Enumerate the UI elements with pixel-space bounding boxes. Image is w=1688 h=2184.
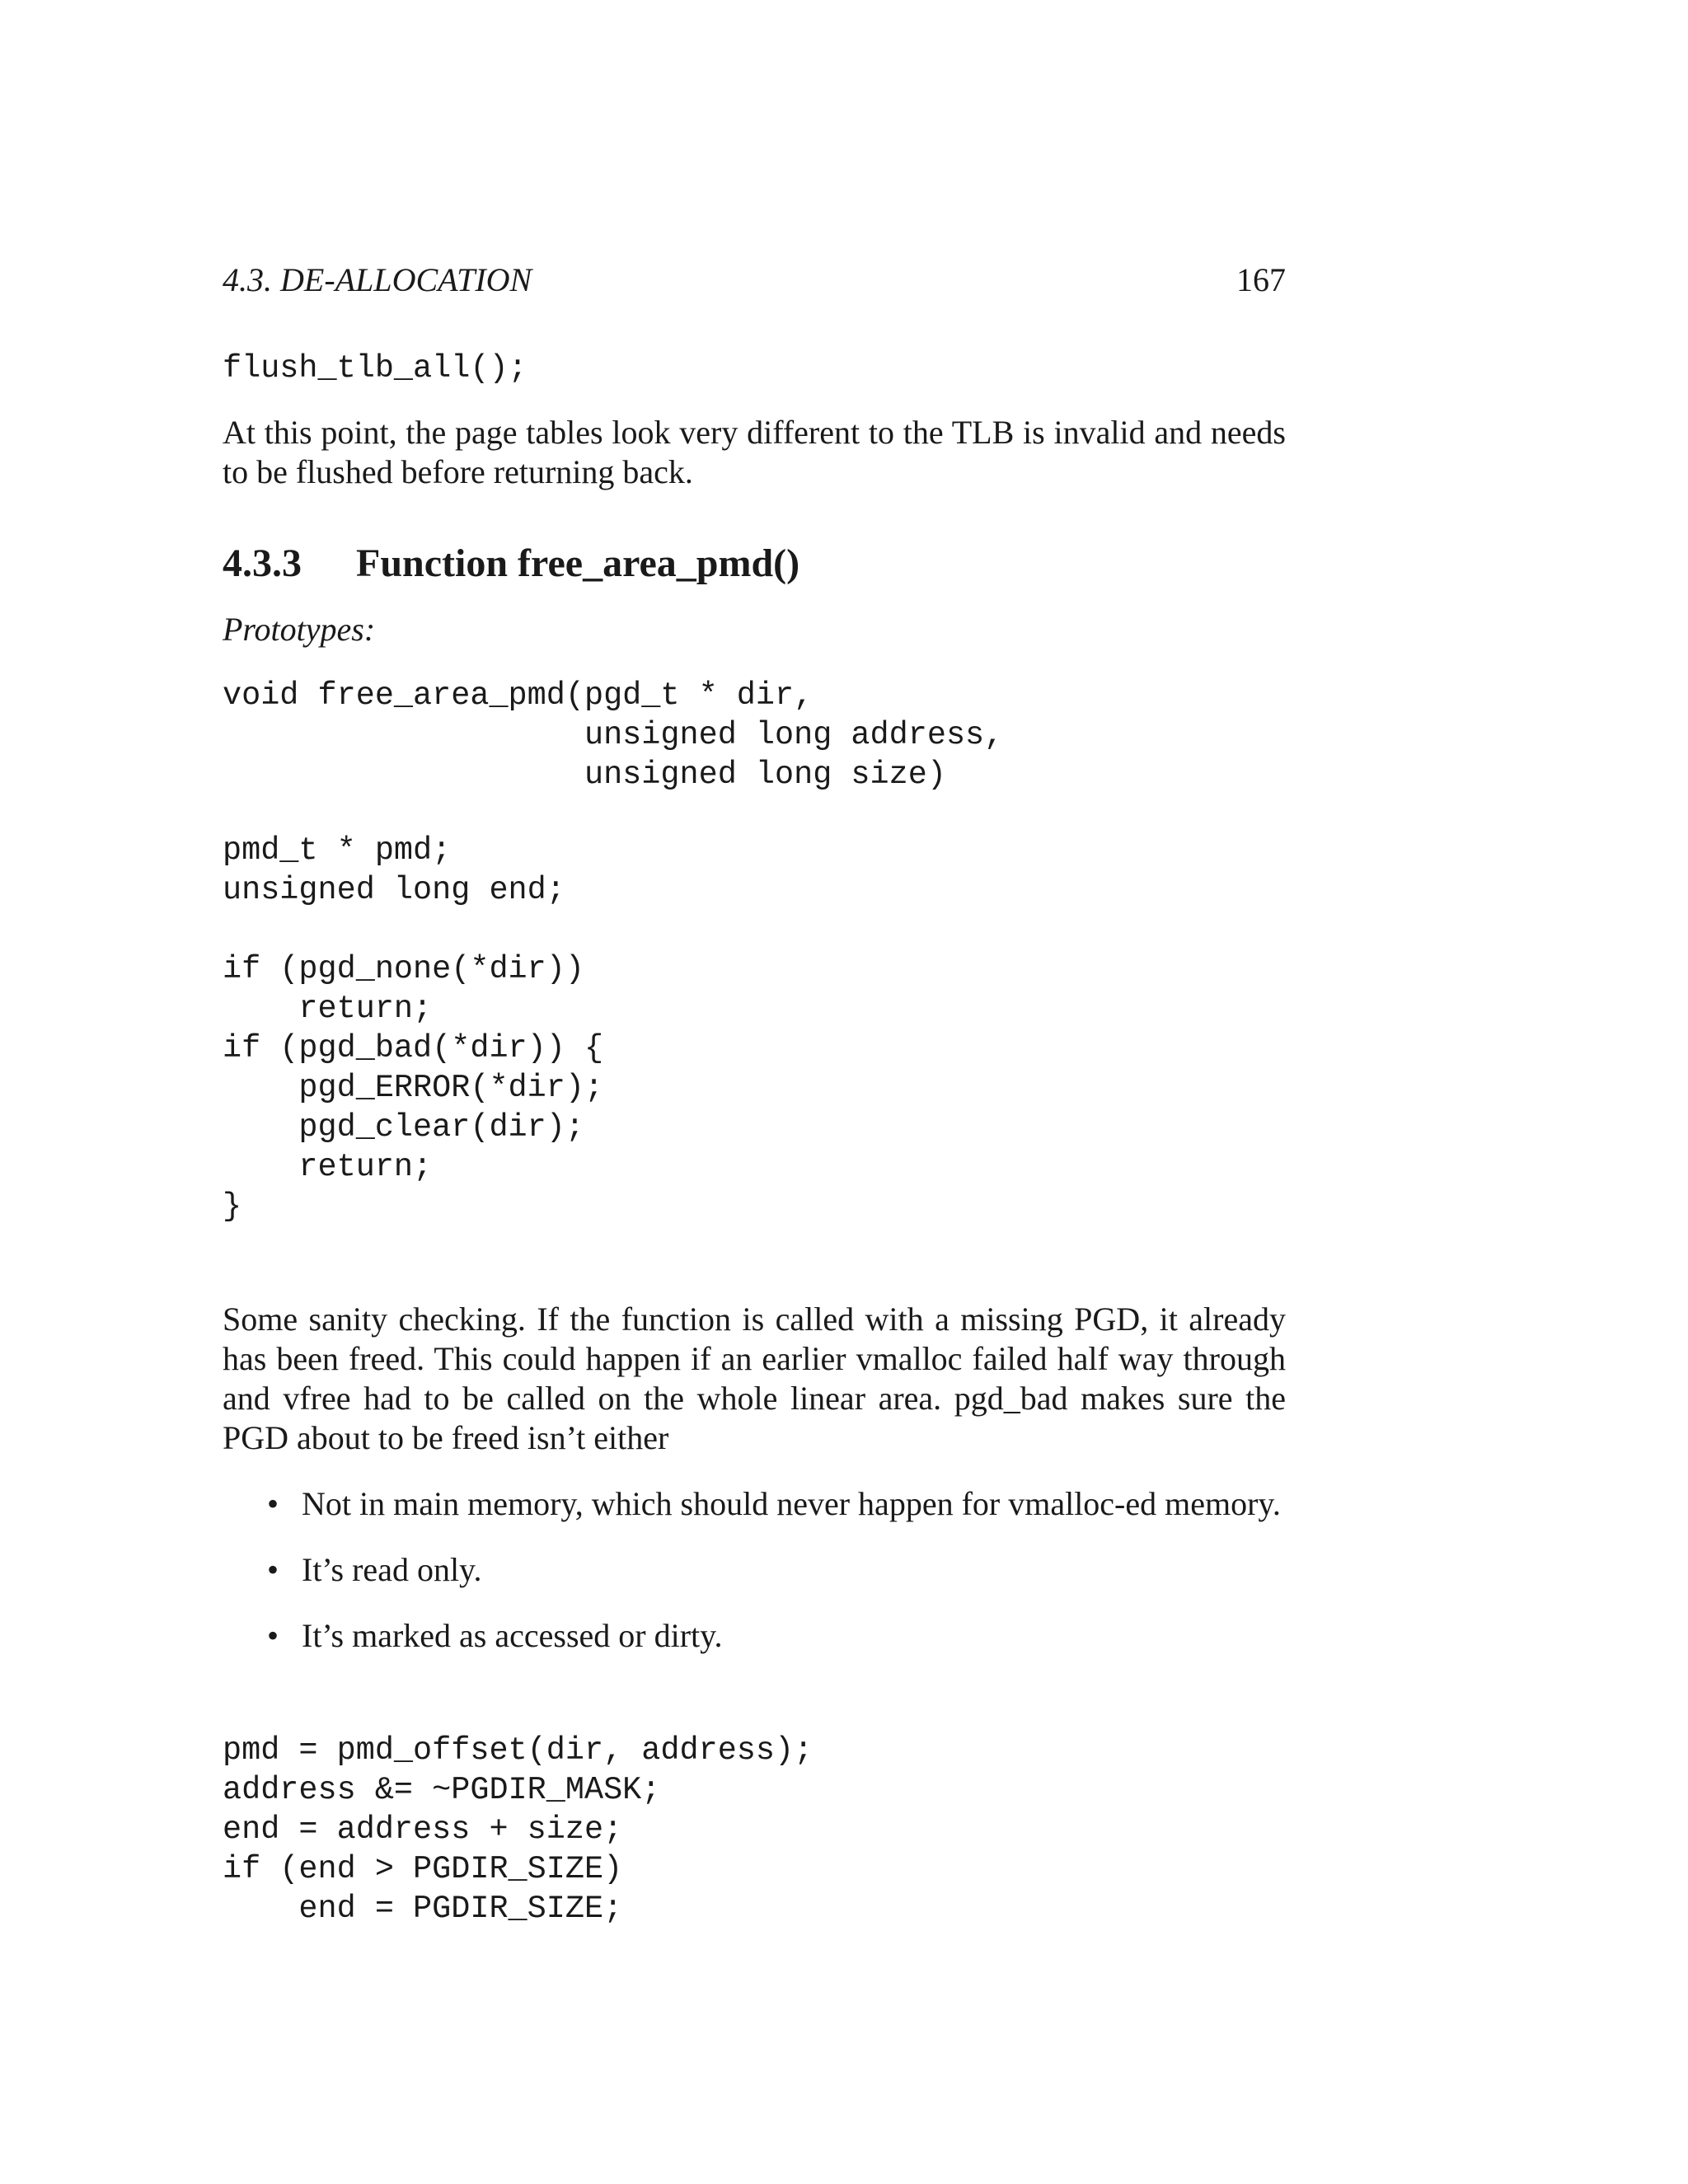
list-item xyxy=(223,1616,1286,1656)
running-header xyxy=(223,257,1286,303)
list-item-text: Not in main memory, which should never happen for vmalloc-ed memory. xyxy=(302,1485,1281,1522)
code-flush-tlb: flush_tlb_all(); xyxy=(223,350,528,387)
page-number: 167 xyxy=(1236,261,1286,298)
bullet-mark: • xyxy=(267,1617,279,1654)
list-item xyxy=(223,1550,1286,1590)
code-body-checks: pmd_t * pmd; unsigned long end; if (pgd_none(*dir)) return; if (pgd_bad(*dir)) { pgd_ERROR(*dir); pgd_clear(dir); return; } xyxy=(223,832,604,1225)
bullet-mark: • xyxy=(267,1485,279,1522)
list-item-text: It’s marked as accessed or dirty. xyxy=(302,1617,723,1654)
list-item xyxy=(223,1484,1286,1524)
subsection-heading xyxy=(223,539,1286,588)
prototypes-label: Prototypes: xyxy=(223,611,376,648)
document-page xyxy=(223,0,1286,2184)
list-item-text: It’s read only. xyxy=(302,1551,482,1588)
code-tail: pmd = pmd_offset(dir, address); address &= ~PGDIR_MASK; end = address + size; if (end > PGDIR_SIZE) end = PGDIR_SIZE; xyxy=(223,1732,814,1927)
subsection-title: Function free_area_pmd() xyxy=(356,541,800,585)
paragraph-sanity-checking: Some sanity checking. If the function is called with a missing PGD, it already has been freed. This could happen if an earlier vmalloc failed half way through and vfree had to be called on the whole linear area. pgd_bad makes sure the PGD about to be freed isn’t either xyxy=(223,1301,1286,1456)
subsection-number: 4.3.3 xyxy=(223,541,302,585)
bullet-list xyxy=(223,1484,1286,1682)
paragraph-tlb-invalid: At this point, the page tables look very different to the TLB is invalid and needs to be flushed before returning back. xyxy=(223,414,1286,490)
code-prototype: void free_area_pmd(pgd_t * dir, unsigned long address, unsigned long size) xyxy=(223,677,1004,793)
bullet-mark: • xyxy=(267,1551,279,1588)
running-header-section-title: 4.3. DE-ALLOCATION xyxy=(223,261,532,298)
